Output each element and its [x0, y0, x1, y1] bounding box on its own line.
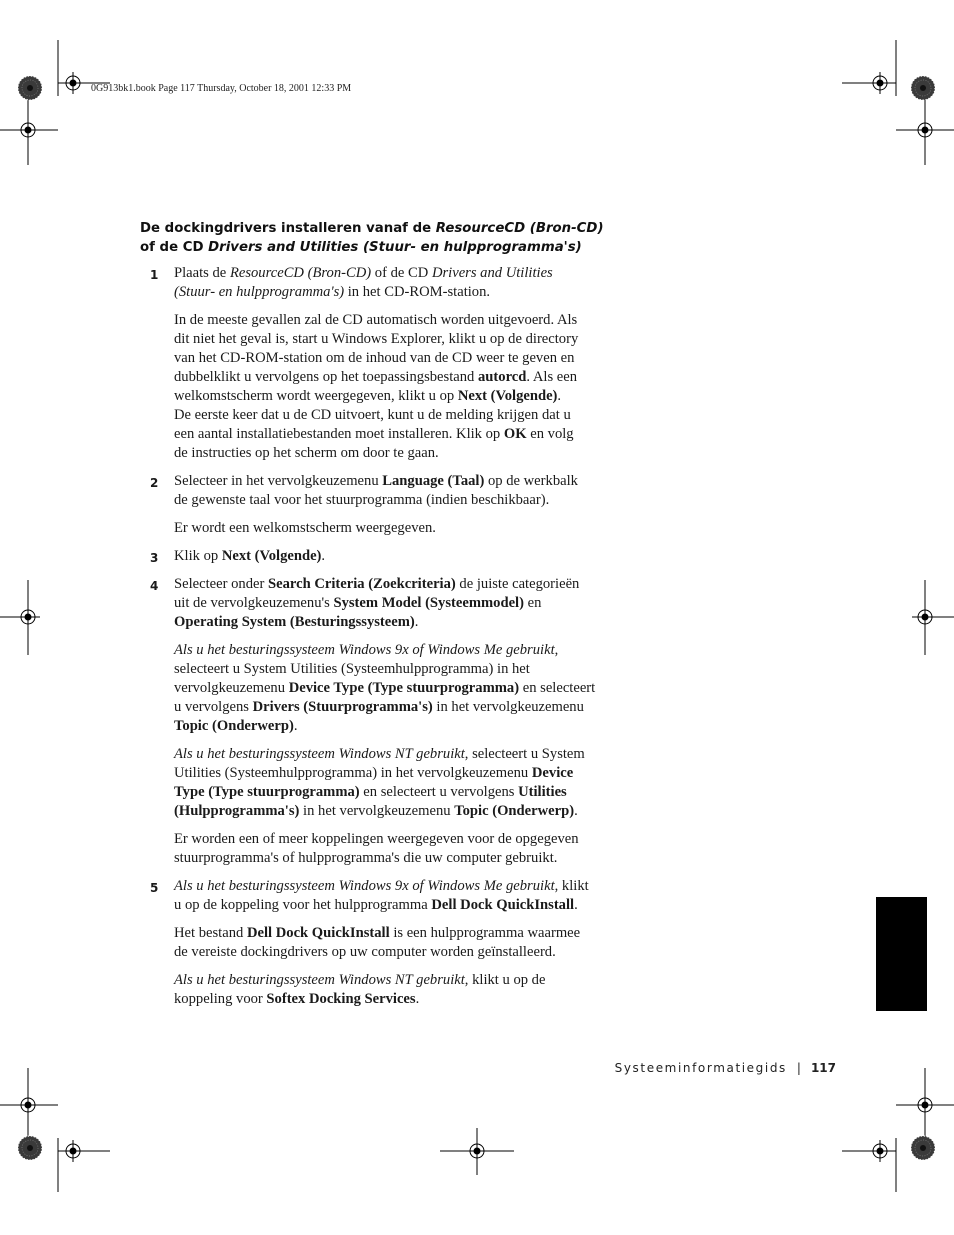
footer-title: Systeeminformatiegids [614, 1061, 787, 1075]
print-slug: 0G913bk1.book Page 117 Thursday, October 18, 2001 12:33 PM [91, 83, 352, 94]
step-5-paragraph-2: Het bestand Dell Dock QuickInstall is een hulpprogramma waarmee de vereiste dockingdrivers op uw computer worden geïnstalleerd. [174, 925, 581, 960]
step-5-paragraph-1: Als u het besturingssysteem Windows 9x of Windows Me gebruikt, klikt u op de koppeling voor het hulpprogramma Dell Dock QuickInstall. [174, 878, 589, 913]
step-4-paragraph-3: Als u het besturingssysteem Windows NT gebruikt, selecteert u System Utilities (Systeemhulpprogramma) in het vervolgkeuzemenu Device Type (Type stuurprogramma) en selecteert u vervolgens Utilities (Hulpprogramma's) in het vervolgkeuzemenu Topic (Onderwerp). [174, 746, 585, 819]
step-4-paragraph-4: Er worden een of meer koppelingen weergegeven voor de opgegeven stuurprogramma's of hulpprogramma's die uw computer gebruikt. [174, 831, 579, 866]
step-2-paragraph-2: Er wordt een welkomstscherm weergegeven. [174, 520, 436, 536]
step-4-paragraph-2: Als u het besturingssysteem Windows 9x of Windows Me gebruikt, selecteert u System Utilities (Systeemhulpprogramma) in het vervolgkeuzemenu Device Type (Type stuurprogramma) en selecteert u vervolgens Drivers (Stuurprogramma's) in het vervolgkeuzemenu Topic (Onderwerp). [174, 642, 596, 734]
step-3-paragraph-1: Klik op Next (Volgende). [174, 548, 326, 564]
step-1-paragraph-2: In de meeste gevallen zal de CD automatisch worden uitgevoerd. Als dit niet het geval is, start u Windows Explorer, klikt u op de directory van het CD-ROM-station om de inhoud van de CD weer te geven en dubbelklikt u vervolgens op het toepassingsbestand autorcd. Als een welkomstscherm wordt weergegeven, klikt u op Next (Volgende). De eerste keer dat u de CD uitvoert, kunt u de melding krijgen dat u een aantal installatiebestanden moet installeren. Klik op OK en volg de instructies op het scherm om door te gaan. [174, 312, 579, 461]
step-number: 4 [150, 579, 159, 593]
step-2-paragraph-1: Selecteer in het vervolgkeuzemenu Language (Taal) op de werkbalk de gewenste taal voor het stuurprogramma (indien beschikbaar). [174, 473, 578, 508]
heading-line-1: De dockingdrivers installeren vanaf de ResourceCD (Bron-CD) [140, 221, 604, 236]
page-number: 117 [810, 1061, 836, 1075]
step-number: 3 [150, 551, 159, 565]
footer-separator: | [796, 1061, 801, 1075]
step-5-paragraph-3: Als u het besturingssysteem Windows NT gebruikt, klikt u op de koppeling voor Softex Docking Services. [174, 972, 546, 1007]
step-number: 1 [150, 268, 159, 282]
step-1-paragraph-1: Plaats de ResourceCD (Bron-CD) of de CD Drivers and Utilities (Stuur- en hulpprogramma's) in het CD-ROM-station. [174, 265, 553, 300]
step-4-paragraph-1: Selecteer onder Search Criteria (Zoekcriteria) de juiste categorieën uit de vervolgkeuzemenu's System Model (Systeemmodel) en Operating System (Besturingssysteem). [174, 576, 580, 630]
step-number: 2 [150, 476, 159, 490]
heading-line-2: of de CD Drivers and Utilities (Stuur- en hulpprogramma's) [140, 240, 582, 255]
step-number: 5 [150, 881, 159, 895]
